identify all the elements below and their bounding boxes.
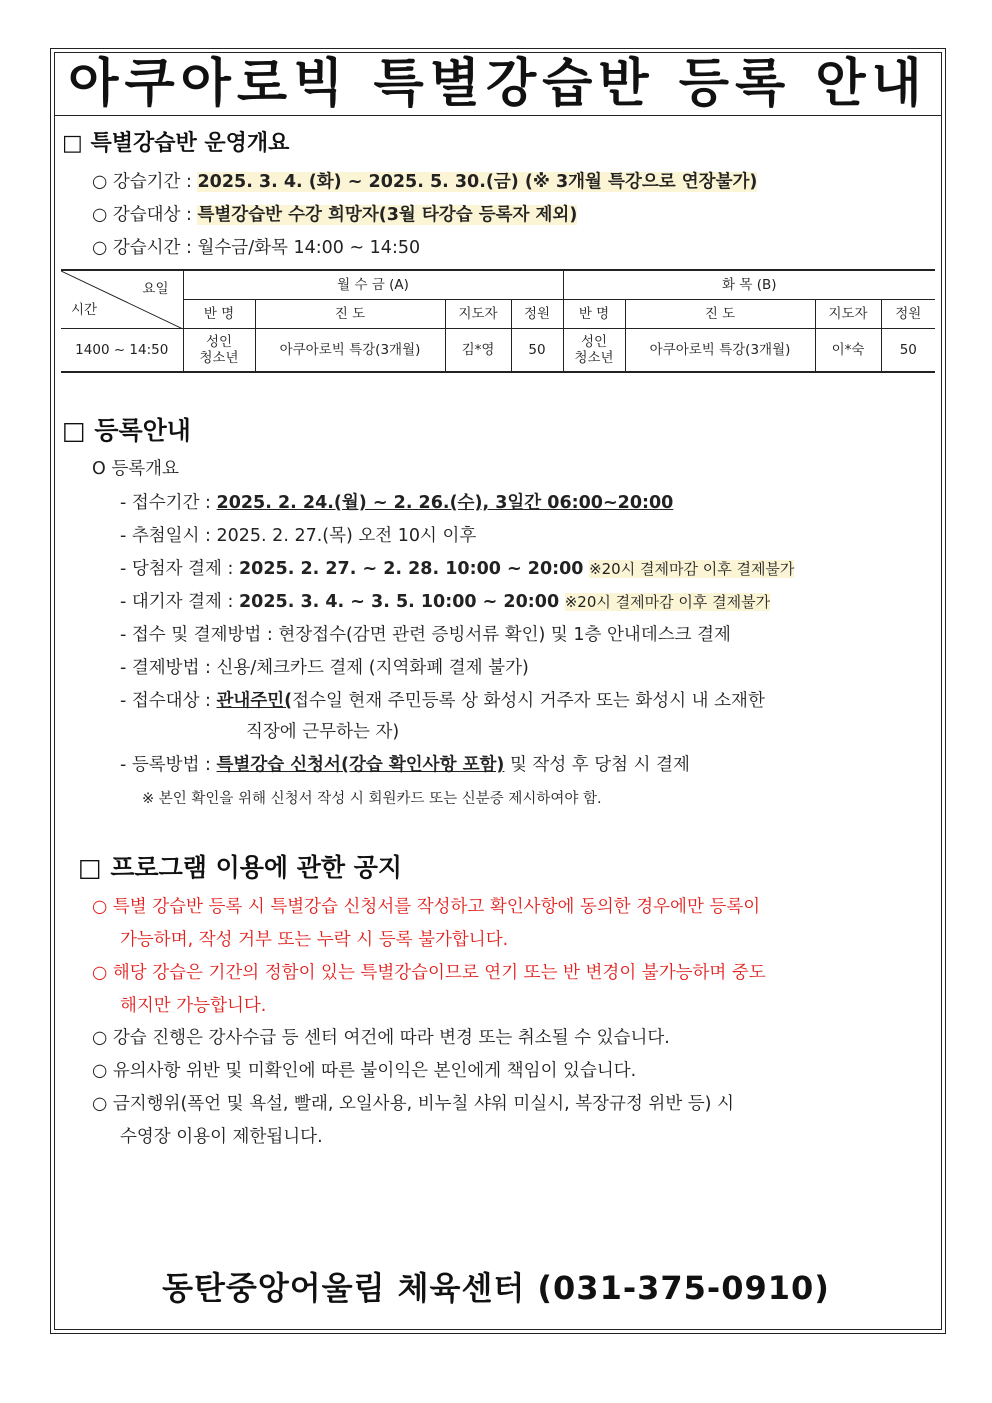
notice-1-line1: ○ 특별 강습반 등록 시 특별강습 신청서를 작성하고 확인사항에 동의한 경우에만 등록이 <box>92 897 761 917</box>
col-class-a: 반 명 <box>183 300 255 329</box>
col-progress-a: 진 도 <box>255 300 445 329</box>
period-label: ○ 강습기간 : <box>92 172 198 192</box>
register-label: - 등록방법 : <box>120 755 217 775</box>
id-note: ※ 본인 확인을 위해 신청서 작성 시 회원카드 또는 신분증 제시하여야 함. <box>142 791 602 807</box>
eligible-rest: 접수일 현재 주민등록 상 화성시 거주자 또는 화성시 내 소재한 <box>292 691 765 711</box>
diagonal-line <box>61 271 183 329</box>
waiting-label: - 대기자 결제 : <box>120 592 239 612</box>
eligibility-continuation: 직장에 근무하는 자) <box>246 722 400 742</box>
notice-5-line2: 수영장 이용이 제한됩니다. <box>120 1127 323 1147</box>
reception-label: - 접수기간 : <box>120 493 217 513</box>
winner-value: 2025. 2. 27. ~ 2. 28. 10:00 ~ 20:00 <box>239 559 584 579</box>
group-a-header: 월 수 금 (A) <box>183 270 563 300</box>
period-value: 2025. 3. 4. (화) ~ 2025. 5. 30.(금) (※ 3개월 특강으로 연장불가) <box>197 172 758 192</box>
eligible-strong: 관내주민( <box>216 691 293 711</box>
method-line: - 접수 및 결제방법 : 현장접수(감면 관련 증빙서류 확인) 및 1층 안내데스크 결제 <box>120 625 731 645</box>
waiting-value: 2025. 3. 4. ~ 3. 5. 10:00 ~ 20:00 <box>239 592 560 612</box>
notice-2-line1: ○ 해당 강습은 기간의 정함이 있는 특별강습이므로 연기 또는 반 변경이 불가능하며 중도 <box>92 963 766 983</box>
col-capacity-a: 정원 <box>511 300 563 329</box>
b-capacity: 50 <box>881 329 935 373</box>
a-class-cell <box>183 329 255 373</box>
page-title: 아쿠아로빅 특별강습반 등록 안내 <box>68 54 928 114</box>
a-capacity: 50 <box>511 329 563 373</box>
winner-label: - 당첨자 결제 : <box>120 559 239 579</box>
notice-4: ○ 유의사항 위반 및 미확인에 따른 불이익은 본인에게 책임이 있습니다. <box>92 1061 637 1081</box>
winner-payment-line <box>120 555 794 580</box>
notice-3: ○ 강습 진행은 강사수급 등 센터 여건에 따라 변경 또는 취소될 수 있습니다. <box>92 1028 670 1048</box>
section-registration-heading: □ 등록안내 <box>62 416 191 445</box>
b-instructor: 이*숙 <box>815 329 881 373</box>
col-instructor-a: 지도자 <box>445 300 511 329</box>
col-instructor-b: 지도자 <box>815 300 881 329</box>
corner-day-label: 요일 <box>142 281 169 297</box>
eligible-label: - 접수대상 : <box>120 691 217 711</box>
a-class-line1: 성인 <box>205 333 233 350</box>
target-label: ○ 강습대상 : <box>92 205 198 225</box>
col-capacity-b: 정원 <box>881 300 935 329</box>
eligibility-line <box>120 687 765 712</box>
a-instructor: 김*영 <box>445 329 511 373</box>
waiting-payment-line <box>120 588 770 613</box>
schedule-table <box>61 269 935 373</box>
b-class-line1: 성인 <box>580 333 608 350</box>
col-progress-b: 진 도 <box>625 300 815 329</box>
notice-1-line2: 가능하며, 작성 거부 또는 누락 시 등록 불가합니다. <box>120 930 509 950</box>
section-overview-heading: □ 특별강습반 운영개요 <box>62 131 290 156</box>
notice-2-line2: 해지만 가능합니다. <box>120 996 267 1016</box>
period-line <box>92 168 757 193</box>
title-band <box>55 53 941 116</box>
b-class-cell <box>563 329 625 373</box>
group-b-header: 화 목 (B) <box>563 270 935 300</box>
row-time: 1400 ~ 14:50 <box>61 329 183 373</box>
table-corner-cell <box>61 270 183 329</box>
draw-line: - 추첨일시 : 2025. 2. 27.(목) 오전 10시 이후 <box>120 526 477 546</box>
register-rest: 및 작성 후 당첨 시 결제 <box>504 755 690 775</box>
target-value: 특별강습반 수강 희망자(3월 타강습 등록자 제외) <box>197 205 578 225</box>
waiting-note: ※20시 결제마감 이후 결제불가 <box>564 593 771 611</box>
winner-note: ※20시 결제마감 이후 결제불가 <box>589 560 795 578</box>
payment-method-line: - 결제방법 : 신용/체크카드 결제 (지역화폐 결제 불가) <box>120 658 529 678</box>
a-class-line2: 청소년 <box>199 350 239 366</box>
a-progress: 아쿠아로빅 특강(3개월) <box>255 329 445 373</box>
reception-line <box>120 489 673 514</box>
corner-time-label: 시간 <box>71 301 98 318</box>
table-row <box>61 329 935 373</box>
target-line <box>92 201 577 226</box>
col-class-b: 반 명 <box>563 300 625 329</box>
reception-value: 2025. 2. 24.(월) ~ 2. 26.(수), 3일간 06:00~20:00 <box>216 493 674 513</box>
notice-5-line1: ○ 금지행위(폭언 및 욕설, 빨래, 오일사용, 비누칠 샤워 미실시, 복장규정 위반 등) 시 <box>92 1094 734 1114</box>
footer-contact: 동탄중앙어울림 체육센터 (031-375-0910) <box>162 1269 830 1307</box>
section-notice-heading: □ 프로그램 이용에 관한 공지 <box>78 853 403 882</box>
registration-overview: O 등록개요 <box>92 459 179 479</box>
registration-method-line <box>120 751 690 776</box>
b-progress: 아쿠아로빅 특강(3개월) <box>625 329 815 373</box>
time-line: ○ 강습시간 : 월수금/화목 14:00 ~ 14:50 <box>92 238 421 258</box>
register-strong: 특별강습 신청서(강습 확인사항 포함) <box>216 755 505 775</box>
b-class-line2: 청소년 <box>574 350 614 366</box>
